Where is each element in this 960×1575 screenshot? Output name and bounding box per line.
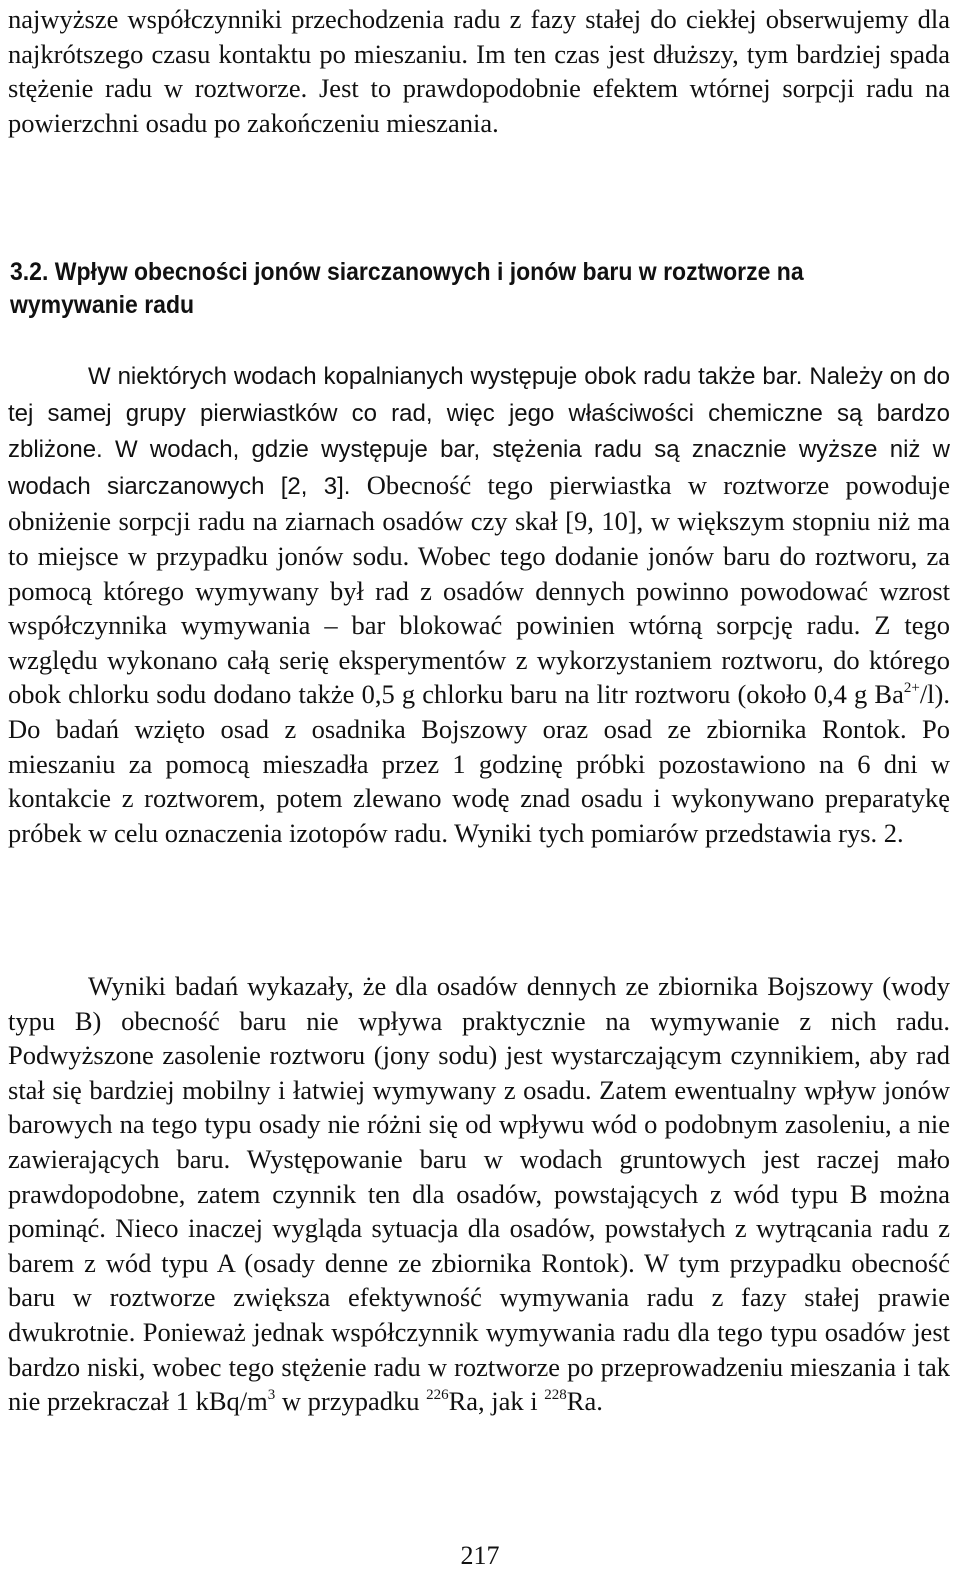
paragraph-sans-part: W niektórych wodach kopalnianych występuje obok radu także bar. Należy on do tej samej grupy pierwiastków co rad, więc jego właściwości chemiczne są bardzo zbliżone. W wodach, gdzie występuje bar, stężenia radu są znacznie wyższe niż w wodach siarczanowych [2, 3]. xyxy=(8,363,950,500)
paragraph-serif-part-a: Obecność tego pierwiastka w roztworze powoduje obniżenie sorpcji radu na ziarnach osadów czy skał [9, 10], w większym stopniu niż ma to miejsce w przypadku jonów sodu. Wobec tego dodanie jonów baru do roztworu, za pomocą którego wymywany był rad z osadów dennych powinno powodować wzrost współczynnika wymywania – bar blokować powinien wtórną sorpcję radu. Z tego względu wykonano całą serię eksperymentów z wykorzystaniem roztworu, do którego obok chlorku sodu dodano także 0,5 g chlorku baru na litr roztworu (około 0,4 g Ba xyxy=(8,469,950,710)
unit-superscript: 3 xyxy=(267,1387,276,1404)
paragraph-serif-part-b: /l). Do badań wzięto osad z osadnika Bojszowy oraz osad ze zbiornika Rontok. Po mieszaniu za pomocą mieszadła przez 1 godzinę próbki pozostawiono na 6 dni w kontakcie z roztworem, potem zlewano wodę znad osadu i wykonywano preparatykę próbek w celu oznaczenia izotopów radu. Wyniki tych pomiarów przedstawia rys. 2. xyxy=(8,679,950,848)
isotope-228-mass: 228 xyxy=(544,1387,567,1404)
results-connector: w przypadku xyxy=(275,1386,427,1417)
paragraph-continued: najwyższe współczynniki przechodzenia radu z fazy stałej do ciekłej obserwujemy dla najkrótszego czasu kontaktu po mieszaniu. Im ten czas jest dłuższy, tym bardziej spada stężenie radu w roztworze. Jest to prawdopodobnie efektem wtórnej sorpcji radu na powierzchni osadu po zakończeniu mieszania. xyxy=(8,4,950,138)
isotope-226-mass: 226 xyxy=(426,1387,449,1404)
isotope-228-symbol: Ra. xyxy=(566,1386,603,1417)
paragraph-barium-intro xyxy=(8,358,950,850)
section-heading xyxy=(10,256,866,322)
isotope-226-symbol: Ra, jak i xyxy=(448,1386,545,1417)
paragraph-results-text: Wyniki badań wykazały, że dla osadów dennych ze zbiornika Bojszowy (wody typu B) obecność baru nie wpływa praktycznie na wymywanie z nich radu. Podwyższone zasolenie roztworu (jony sodu) jest wystarczającym czynnikiem, aby rad stał się bardziej mobilny i łatwiej wymywany z osadu. Zatem ewentualny wpływ jonów barowych na tego typu osady nie różni się od wpływu wód o podobnym zasoleniu, a nie zawierających baru. Występowanie baru w wodach gruntowych jest raczej mało prawdopodobne, zatem czynnik ten dla osadów, powstających z wód typu B można pominąć. Nieco inaczej wygląda sytuacja dla osadów, powstałych z wytrącania radu z barem z wód typu A (osady denne ze zbiornika Rontok). W tym przypadku obecność baru w roztworze zwiększa efektywność wymywania radu z fazy stałej prawie dwukrotnie. Ponieważ jednak współczynnik wymywania radu dla tego typu osadów jest bardzo niski, wobec tego stężenie radu w roztworze po przeprowadzeniu mieszania i tak nie przekraczał 1 kBq/m xyxy=(8,971,950,1417)
barium-charge-superscript: 2+ xyxy=(903,680,920,697)
paragraph-results xyxy=(8,969,950,1419)
page-number: 217 xyxy=(460,1541,500,1570)
section-number: 3.2. xyxy=(10,258,49,286)
section-title: Wpływ obecności jonów siarczanowych i jonów baru w roztworze na wymywanie radu xyxy=(10,258,804,319)
